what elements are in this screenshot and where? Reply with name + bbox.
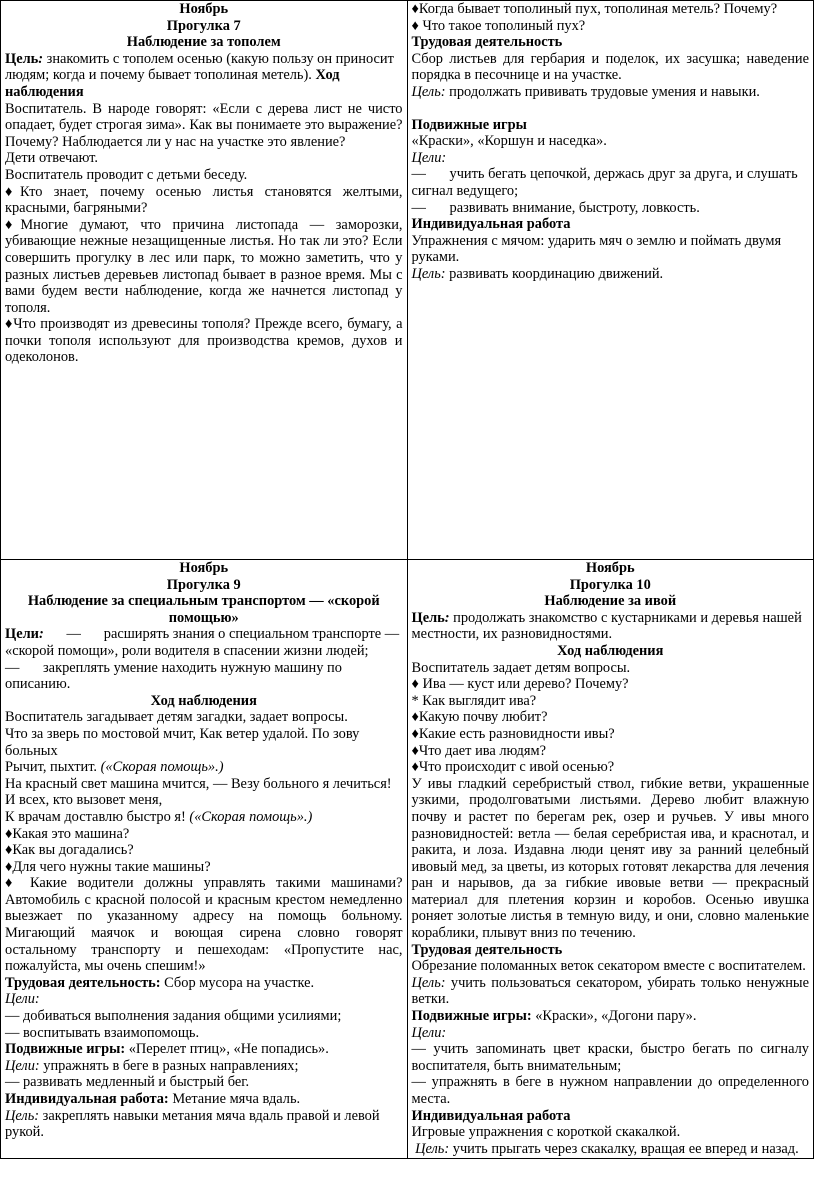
goal-item: — развивать внимание, быстроту, ловкость. xyxy=(411,199,700,216)
goal-item: — развивать медленный и быстрый бег. xyxy=(5,1074,250,1091)
question: ♦ Что такое тополиный пух? xyxy=(411,17,586,34)
question: ♦Что производят из древесины тополя? Прежде всего, бумагу, а почки тополя используют для производства кремов, духов и одеколонов. xyxy=(5,316,403,366)
goal-label: Цель xyxy=(5,50,39,67)
goals-label: Цели: xyxy=(411,149,447,166)
observation-topic: Наблюдение за тополем xyxy=(126,34,281,51)
walk-number: Прогулка 10 xyxy=(569,576,651,593)
paragraph: Воспитатель задает детям вопросы. xyxy=(411,659,631,676)
goals-label: Цели: xyxy=(5,991,40,1008)
paragraph: Воспитатель проводит с детьми беседу. xyxy=(5,166,248,183)
work-line: Трудовая деятельность: Сбор мусора на участке. xyxy=(5,974,315,991)
question: ♦ Какие водители должны управлять такими машинами? Автомобиль с красной полосой и красным крестом немедленно выезжает по указанному адресу на помощь больному. Мигающий маячок и воющая сирена словно говорят остальному транспорту и пешеходам: «Пропустите нас, пожалуйста, мы очень спешим!» xyxy=(5,875,403,975)
observation-topic: Наблюдение за специальным транспортом — «скорой помощью» xyxy=(27,593,380,626)
question: * Как выглядит ива? xyxy=(411,692,537,709)
question: ♦Для чего нужны такие машины? xyxy=(5,858,211,875)
work-goal: Цель: продолжать прививать трудовые умения и навыки. xyxy=(411,83,760,100)
goal-item: — закреплять умение находить нужную машину по описанию. xyxy=(5,659,342,693)
games-line: Подвижные игры: «Перелет птиц», «Не попадись». xyxy=(5,1041,329,1058)
goal-item: — учить запоминать цвет краски, быстро бегать по сигналу воспитателя, быть внимательным; xyxy=(411,1041,809,1074)
work-heading: Трудовая деятельность xyxy=(411,34,563,51)
cell-walk-7 xyxy=(1,1,408,560)
month-heading: Ноябрь xyxy=(179,560,229,576)
riddle-line: На красный свет машина мчится, — Везу больного я лечиться! И всех, кто вызовет меня, xyxy=(5,775,392,809)
games-text: «Краски», «Коршун и наседка». xyxy=(411,133,607,150)
riddle-line: Рычит, пыхтит. («Скорая помощь».) xyxy=(5,759,224,776)
paragraph: Воспитатель. В народе говорят: «Если с дерева лист не чисто опадает, будет строгая зима». Как вы понимаете это выражение? Почему? Наблюдается ли у нас на участке это явление? xyxy=(5,100,403,150)
cell-walk-7-continued xyxy=(407,1,814,560)
games-heading: Подвижные игры xyxy=(411,116,527,133)
goal-line: Цель: знакомить с тополем осенью (какую пользу он приносит людям; когда и почему бывает тополиная метель). Ход наблюдения xyxy=(5,50,394,100)
question: ♦Когда бывает тополиный пух, тополиная метель? Почему? xyxy=(411,1,778,17)
observation-heading: Ход наблюдения xyxy=(557,642,664,659)
month-heading: Ноябрь xyxy=(179,1,229,17)
individual-goal: Цель: учить прыгать через скакалку, вращая ее вперед и назад. xyxy=(415,1140,799,1157)
goal-item: — учить бегать цепочкой, держась друг за друга, и слушать сигнал ведущего; xyxy=(411,166,798,199)
work-heading: Трудовая деятельность xyxy=(411,941,563,958)
games-line: Подвижные игры: «Краски», «Догони пару». xyxy=(411,1008,697,1025)
individual-heading: Индивидуальная работа xyxy=(411,1107,571,1124)
observation-heading: Ход наблюдения xyxy=(5,67,340,100)
goal-item: — воспитывать взаимопомощь. xyxy=(5,1024,200,1041)
question: ♦Как вы догадались? xyxy=(5,842,134,859)
question: ♦Что дает ива людям? xyxy=(411,742,546,759)
question: ♦Кто знает, почему осенью листья становятся желтыми, красными, багряными? xyxy=(5,183,403,217)
individual-text: Игровые упражнения с короткой скакалкой. xyxy=(411,1124,681,1141)
goal-item: — добиваться выполнения задания общими усилиями; xyxy=(5,1008,342,1025)
individual-heading: Индивидуальная работа xyxy=(411,216,571,233)
observation-heading: Ход наблюдения xyxy=(150,692,257,709)
work-text: Обрезание поломанных веток секатором вместе с воспитателем. xyxy=(411,958,806,975)
month-heading: Ноябрь xyxy=(585,560,635,576)
riddle-line: Что за зверь по мостовой мчит, Как ветер удалой. По зову больных xyxy=(5,725,360,759)
paragraph: У ивы гладкий серебристый ствол, гибкие ветви, украшенные узкими, продолговатыми листьями. Дерево любит влажную почву и растет по берегам рек, озер и ручьев. У ивы много разновидностей: ветла — белая серебристая ива, и краснотал, и ракита, и лоза. Издавна люди ценят иву за ранний целебный ивовый мед, за цветы, из которых готовят лекарства для лечения ран и нарывов, да за гибкие ивовые ветви — прекрасный материал для плетения корзин и коробов. Осенью ивушка роняет золотые листья в темную виду, и они, словно маленькие кораблики, плывут вниз по течению. xyxy=(411,775,809,942)
question: ♦Какие есть разновидности ивы? xyxy=(411,725,615,742)
question: ♦Многие думают, что причина листопада — заморозки, убивающие нежные незащищенные листья. Но так ли это? Если совершить прогулку в лес или парк, то можно заметить, что у разных листьев деревьев листопад бывает в разное время. Мы с вами будем вести наблюдение, когда же начнется листопад у тополя. xyxy=(5,216,403,316)
riddle-answer: («Скорая помощь».) xyxy=(189,808,313,825)
goal-text: знакомить с тополем осенью (какую пользу он приносит людям; когда и почему бывает тополиная метель). xyxy=(5,50,394,84)
goals-label: Цели: xyxy=(411,1024,447,1041)
question: ♦Что происходит с ивой осенью? xyxy=(411,759,615,776)
question: ♦ Ива — куст или дерево? Почему? xyxy=(411,676,629,693)
paragraph: Дети отвечают. xyxy=(5,150,98,167)
work-text: Сбор листьев для гербария и поделок, их засушка; наведение порядка в песочнице и на участке. xyxy=(411,50,809,84)
individual-text: Упражнения с мячом: ударить мяч о землю и поймать двумя руками. xyxy=(411,232,782,266)
games-goal: Цели: упражнять в беге в разных направлениях; xyxy=(5,1057,299,1074)
individual-line: Индивидуальная работа: Метание мяча вдаль. xyxy=(5,1091,301,1107)
walk-number: Прогулка 7 xyxy=(166,17,241,34)
goal-line: Цель: продолжать знакомство с кустарниками и деревья нашей местности, их разновидностями. xyxy=(411,609,802,643)
individual-goal: Цель: закреплять навыки метания мяча вдаль правой и левой рукой. xyxy=(5,1107,380,1141)
goal-item: Цели: — расширять знания о специальном транспорте — «скорой помощи», роли водителя в спасении жизни людей; xyxy=(5,626,400,659)
work-goal: Цель: учить пользоваться секатором, убирать только ненужные ветки. xyxy=(411,974,809,1008)
cell-walk-9 xyxy=(1,560,408,1159)
individual-goal: Цель: развивать координацию движений. xyxy=(411,265,664,282)
observation-topic: Наблюдение за ивой xyxy=(544,593,677,610)
walk-number: Прогулка 9 xyxy=(166,576,241,593)
question: ♦Какая это машина? xyxy=(5,825,130,842)
cell-walk-10 xyxy=(407,560,814,1159)
riddle-answer: («Скорая помощь».) xyxy=(100,759,224,776)
goal-item: — упражнять в беге в нужном направлении до определенного места. xyxy=(411,1074,809,1107)
question: ♦Какую почву любит? xyxy=(411,709,548,726)
riddle-line: К врачам доставлю быстро я! («Скорая помощь».) xyxy=(5,808,313,825)
paragraph: Воспитатель загадывает детям загадки, задает вопросы. xyxy=(5,709,348,726)
